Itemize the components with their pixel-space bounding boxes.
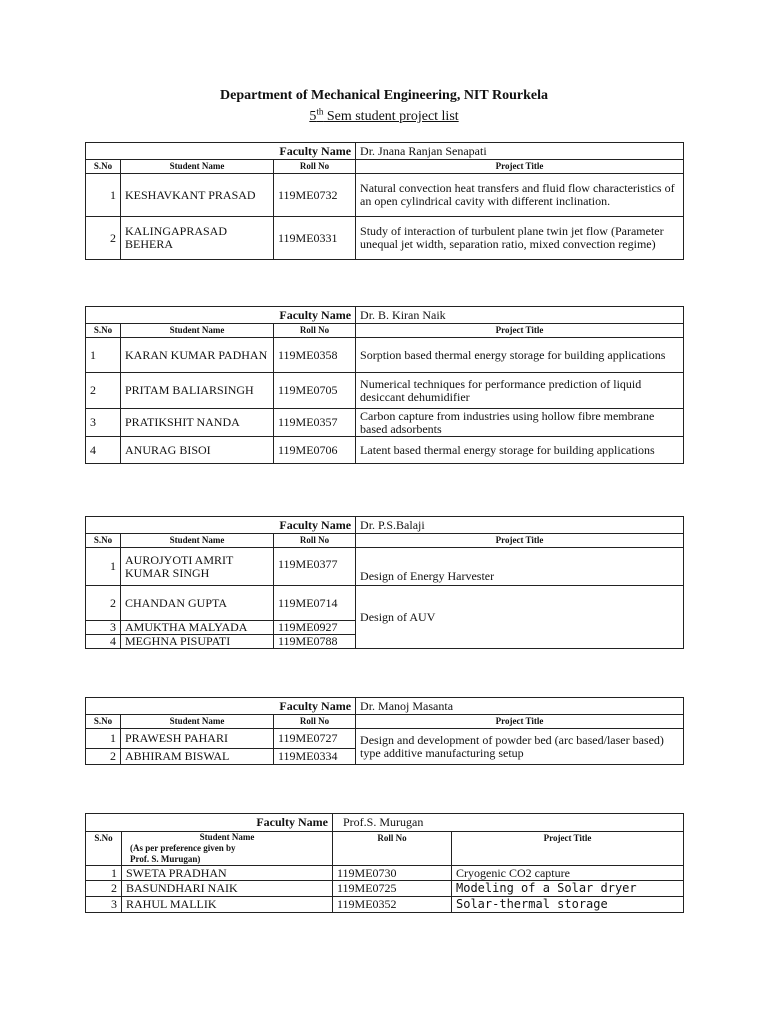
table-row	[86, 586, 684, 621]
faculty-row	[86, 307, 684, 324]
faculty-table-balaji	[85, 516, 684, 649]
roll-no-cell: 119ME0727	[274, 729, 356, 749]
student-name-cell: KALINGAPRASAD BEHERA	[121, 217, 274, 260]
sno-cell: 3	[86, 409, 121, 437]
project-title-cell: Design of Energy Harvester	[356, 548, 684, 586]
table-row	[86, 373, 684, 409]
project-title-cell: Sorption based thermal energy storage for building applications	[356, 338, 684, 373]
column-header-row	[86, 324, 684, 338]
student-name-cell: ANURAG BISOI	[121, 437, 274, 464]
project-title-cell: Carbon capture from industries using hollow fibre membrane based adsorbents	[356, 409, 684, 437]
faculty-name-value: Prof.S. Murugan	[333, 814, 684, 832]
roll-no-cell: 119ME0334	[274, 749, 356, 765]
faculty-name-value: Dr. Jnana Ranjan Senapati	[356, 143, 684, 160]
faculty-row	[86, 517, 684, 534]
faculty-name-label: Faculty Name	[86, 143, 356, 160]
roll-no-cell: 119ME0705	[274, 373, 356, 409]
faculty-table-masanta	[85, 697, 684, 765]
col-sno-header: S.No	[86, 715, 121, 729]
col-roll-header: Roll No	[274, 160, 356, 174]
col-roll-header: Roll No	[333, 832, 452, 866]
student-name-cell: PRAWESH PAHARI	[121, 729, 274, 749]
col-student-header: Student Name	[121, 324, 274, 338]
faculty-name-label: Faculty Name	[86, 698, 356, 715]
col-roll-header: Roll No	[274, 715, 356, 729]
col-student-header: Student Name	[121, 715, 274, 729]
project-title-cell: Design of AUV	[356, 586, 684, 649]
student-name-cell: MEGHNA PISUPATI	[121, 635, 274, 649]
faculty-name-value: Dr. P.S.Balaji	[356, 517, 684, 534]
table-row	[86, 729, 684, 749]
roll-no-cell: 119ME0788	[274, 635, 356, 649]
table-row	[86, 217, 684, 260]
col-project-header: Project Title	[356, 160, 684, 174]
roll-no-cell: 119ME0352	[333, 897, 452, 913]
student-name-cell: PRATIKSHIT NANDA	[121, 409, 274, 437]
student-name-cell: ABHIRAM BISWAL	[121, 749, 274, 765]
faculty-row	[86, 814, 684, 832]
faculty-name-label: Faculty Name	[86, 517, 356, 534]
col-sno-header: S.No	[86, 832, 122, 866]
subtitle-number: 5	[309, 108, 317, 124]
table-row	[86, 409, 684, 437]
sno-cell: 4	[86, 437, 121, 464]
document-subtitle	[0, 106, 768, 125]
column-header-row	[86, 160, 684, 174]
student-name-cell: AUROJYOTI AMRIT KUMAR SINGH	[121, 548, 274, 586]
col-project-header: Project Title	[356, 534, 684, 548]
sno-cell: 1	[86, 729, 121, 749]
roll-no-cell: 119ME0714	[274, 586, 356, 621]
column-header-row	[86, 534, 684, 548]
faculty-table-senapati	[85, 142, 684, 260]
col-student-header-label: Student Name	[199, 832, 255, 842]
document-title: Department of Mechanical Engineering, NIT Rourkela	[220, 88, 548, 103]
col-sno-header: S.No	[86, 324, 121, 338]
col-project-header: Project Title	[356, 324, 684, 338]
roll-no-cell: 119ME0331	[274, 217, 356, 260]
col-roll-header: Roll No	[274, 324, 356, 338]
faculty-row	[86, 698, 684, 715]
faculty-table-naik	[85, 306, 684, 464]
roll-no-cell: 119ME0357	[274, 409, 356, 437]
subtitle-superscript: th	[316, 106, 324, 116]
roll-no-cell: 119ME0732	[274, 174, 356, 217]
project-title-cell: Natural convection heat transfers and fluid flow characteristics of an open cylindrical cavity with different inclination.	[356, 174, 684, 217]
project-title-cell: Cryogenic CO2 capture	[452, 866, 684, 881]
roll-no-cell: 119ME0730	[333, 866, 452, 881]
roll-no-cell: 119ME0358	[274, 338, 356, 373]
faculty-name-value: Dr. Manoj Masanta	[356, 698, 684, 715]
roll-no-cell: 119ME0927	[274, 621, 356, 635]
student-name-cell: CHANDAN GUPTA	[121, 586, 274, 621]
student-name-cell: RAHUL MALLIK	[122, 897, 333, 913]
student-name-cell: KESHAVKANT PRASAD	[121, 174, 274, 217]
table-row	[86, 897, 684, 913]
student-name-cell: KARAN KUMAR PADHAN	[121, 338, 274, 373]
sno-cell: 2	[86, 373, 121, 409]
student-name-cell: AMUKTHA MALYADA	[121, 621, 274, 635]
col-student-header	[122, 832, 333, 866]
table-row	[86, 174, 684, 217]
sno-cell: 1	[86, 548, 121, 586]
faculty-table-murugan	[85, 813, 684, 913]
sno-cell: 3	[86, 621, 121, 635]
roll-no-cell: 119ME0377	[274, 548, 356, 586]
col-roll-header: Roll No	[274, 534, 356, 548]
roll-no-cell: 119ME0725	[333, 881, 452, 897]
col-student-header-note: (As per preference given by	[130, 843, 236, 853]
sno-cell: 2	[86, 881, 122, 897]
project-title-cell: Study of interaction of turbulent plane twin jet flow (Parameter unequal jet width, separation ratio, mixed convection regime)	[356, 217, 684, 260]
faculty-name-label: Faculty Name	[86, 814, 333, 832]
project-title-cell: Solar-thermal storage	[452, 897, 684, 913]
sno-cell: 2	[86, 586, 121, 621]
sno-cell: 1	[86, 174, 121, 217]
project-title-cell: Latent based thermal energy storage for building applications	[356, 437, 684, 464]
student-name-cell: PRITAM BALIARSINGH	[121, 373, 274, 409]
col-project-header: Project Title	[356, 715, 684, 729]
column-header-row	[86, 715, 684, 729]
faculty-row	[86, 143, 684, 160]
table-row	[86, 437, 684, 464]
col-sno-header: S.No	[86, 160, 121, 174]
sno-cell: 1	[86, 866, 122, 881]
column-header-row	[86, 832, 684, 866]
table-row	[86, 866, 684, 881]
project-title-cell: Design and development of powder bed (arc based/laser based) type additive manufacturing setup	[356, 729, 684, 765]
table-row	[86, 338, 684, 373]
col-student-header: Student Name	[121, 534, 274, 548]
faculty-name-label: Faculty Name	[86, 307, 356, 324]
col-sno-header: S.No	[86, 534, 121, 548]
table-row	[86, 548, 684, 586]
sno-cell: 3	[86, 897, 122, 913]
col-project-header: Project Title	[452, 832, 684, 866]
table-row	[86, 881, 684, 897]
sno-cell: 1	[86, 338, 121, 373]
col-student-header: Student Name	[121, 160, 274, 174]
col-student-header-note: Prof. S. Murugan)	[130, 854, 201, 864]
sno-cell: 2	[86, 217, 121, 260]
subtitle-text: Sem student project list	[323, 108, 459, 124]
student-name-cell: SWETA PRADHAN	[122, 866, 333, 881]
project-title-cell: Numerical techniques for performance prediction of liquid desiccant dehumidifier	[356, 373, 684, 409]
roll-no-cell: 119ME0706	[274, 437, 356, 464]
faculty-name-value: Dr. B. Kiran Naik	[356, 307, 684, 324]
project-title-cell: Modeling of a Solar dryer	[452, 881, 684, 897]
student-name-cell: BASUNDHARI NAIK	[122, 881, 333, 897]
sno-cell: 4	[86, 635, 121, 649]
sno-cell: 2	[86, 749, 121, 765]
